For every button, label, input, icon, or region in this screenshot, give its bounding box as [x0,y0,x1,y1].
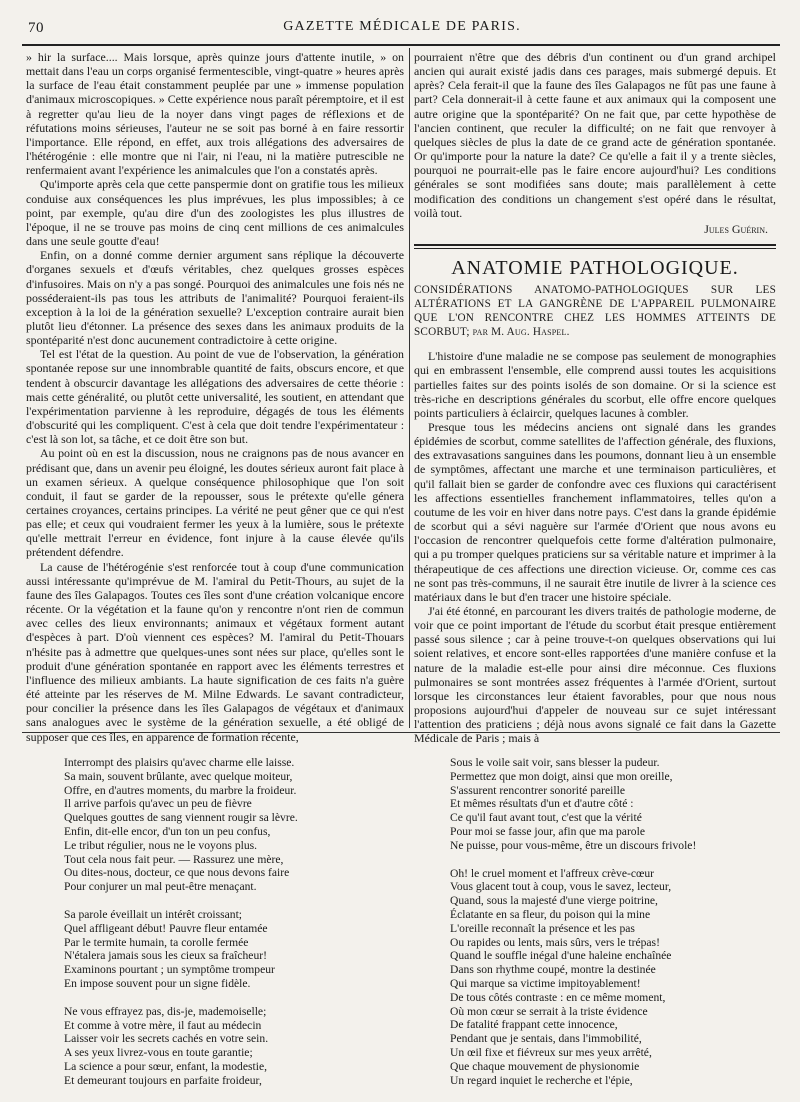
poem-line: De fatalité frappant cette innocence, [450,1018,618,1032]
poem-line: A ses yeux livrez-vous en toute garantie; [64,1046,253,1060]
left-paragraph-6: La cause de l'hétérogénie s'est renforcée tout à coup d'une communication aussi intéressante qu'imprévue de M. l'amiral du Petit-Thours, au sujet de la faune des îles Galapagos. Toutes ces îles sont d'une création volcanique encore récente. Or la végétation et la faune qu'on y rencontre n'ont rien de commun avec celles des lieux environnants; animaux et végétaux forment autant d'espèces à part. D'où viennent ces espèces? M. l'amiral du Petit-Thouars n'hésite pas à admettre que quelques-unes sont nées sur place, qu'elles sont le produit d'une génération spontanée en rapport avec les éléments terrestres et l'influence des milieux ambiants. La haute signification de ces faits n'a guère été atteinte par les réserves de M. Milne Edwards. Le savant contradicteur, pour concilier la présence dans les îles Galapagos de végétaux et d'animaux sans analogues avec le système de la génération sexuelle, a été obligé de supposer que ces îles, en apparence de formation récente, [26,559,404,744]
poem-line: Ne puisse, pour vous-même, être un discours frivole! [450,838,697,852]
poem-line: Examinons pourtant ; un symptôme trompeur [64,963,275,977]
author-signature: Jules Guérin. [704,221,768,236]
poem-line: Ce qu'il faut avant tout, c'est que la vérité [450,811,642,825]
poem-line: Quand, sous la majesté d'une vierge poitrine, [450,894,658,908]
poem-line: Ne vous effrayez pas, dis-je, mademoiselle; [64,1004,267,1018]
poem-stanza [450,867,696,1088]
header-rule [22,44,780,46]
feuilleton-rule [22,732,780,733]
poem-line: Éclatante en sa fleur, du poison qui la mine [450,907,651,921]
poem-line: Que chaque mouvement de physionomie [450,1059,640,1073]
article-title: CONSIDÉRATIONS ANATOMO-PATHOLOGIQUES SUR LES ALTÉRATIONS ET LA GANGRÈNE DE L'APPAREIL PULMONAIRE QUE L'ON RENCONTRE CHEZ LES HOMMES ATTEINTS DE SCORBUT; par M. Aug. Haspel. [414,284,776,339]
poem-line: La science a pour sœur, enfant, la modestie, [64,1059,267,1073]
poem-line: Interrompt des plaisirs qu'avec charme elle laisse. [64,756,295,769]
section-rule [414,244,776,246]
left-paragraph-3: Enfin, on a donné comme dernier argument sans réplique la découverte d'organes sexuels et d'œufs véritables, chez quelques grosses espèces d'infusoires. Mais on n'y a pas songé. Pourquoi des animalcules une fois nés ne posséderaient-ils pas tous les attributs de l'animalité? Pourquoi feraient-ils exception à la loi de la génération sexuelle? L'exception contraire aurait bien plutôt lieu d'étonner. La présence des sexes dans les animaux produits de la spontéparité n'est donc aucunement contradictoire à cette origine. [26,248,404,348]
poem-line: Un œil fixe et fiévreux sur mes yeux arrêté, [450,1045,652,1059]
left-paragraph-5: Au point où en est la discussion, nous ne craignons pas de nous avancer en prédisant que, dans un avenir peu éloigné, les doutes sérieux auront fait place à un examen sérieux. A quelque conséquence philosophique que l'on soit conduit, il faut se garder de la repousser, sous le prétexte qu'elle génera certaines croyances, certains principes. La vérité ne peut gêner que ce qui n'est pas elle; et ceux qui voudraient fermer les yeux à la lumière, sous le prétexte qu'elle mettrait l'erreur en évidence, font injure à la cause élevée qu'ils prétendent défendre. [26,446,404,560]
poem-line: Ou rapides ou lents, mais sûrs, vers le trépas! [450,935,660,949]
poem-line: Sa parole éveillait un intérêt croissant; [64,907,243,921]
running-header [22,18,782,38]
right-column [414,50,776,746]
poem-right-column [450,756,696,1101]
section-rule-thin [414,248,776,249]
right-continuation-paragraph: pourraient n'être que des débris d'un continent ou d'un grand archipel ancien qui aurait existé jadis dans ces parages, mais submergé depuis. Et après? Cela ferait-il que la faune des îles Galapagos ne fût pas une faune à part? Cela donnerait-il à cette faune et aux animaux qui la composent une autre origine que la spontéparité? On ne fait que, par cette hypothèse de l'ancien continent, que reculer la difficulté; on ne fait que renvoyer à quelques siècles de plus la date de ce grand acte de génération spontanée. Or qu'importe pour la nature la date? Ce qu'elle a fait il y a trente siècles, pourquoi ne pourrait-elle pas le faire encore aujourd'hui? Les conditions générales se sont modifiées sans doute; mais parallèlement à cette modification des conditions un changement s'est opéré dans le résultat, voilà tout. [414,50,776,220]
poem-line: Sa main, souvent brûlante, avec quelque moiteur, [64,769,293,783]
poem-line: Vous glacent tout à coup, vous le savez, lecteur, [450,880,672,894]
poem-line: Qui marque sa victime impitoyablement! [450,976,641,990]
poem-line: Quel affligeant début! Pauvre fleur entamée [64,921,268,935]
poem-stanza [64,908,298,991]
poem-line: Par le termite humain, ta corolle fermée [64,935,249,949]
poem-line: Et comme à votre mère, il faut au médecin [64,1018,262,1032]
poem-left-column [64,756,298,1102]
right-paragraph-3: J'ai été étonné, en parcourant les divers traités de pathologie moderne, de voir que ce point important de l'étude du scorbut était presque entièrement passé sous silence ; car à peine trouve-t-on quelques observations qui lui soient relatives, et encore sont-elles rapportées d'une manière confuse et la nature de la maladie est-elle pour ainsi dire méconnue. Ces fluxions pulmonaires se sont montrées assez fréquentes à l'armée d'Orient, surtout lorsque les circonstances leur étaient favorables, pour que nous nous proposions aujourd'hui d'appeler de nouveau sur ce sujet intéressant l'attention des praticiens ; déjà nous avons signalé ce fait dans la Gazette Médicale de Paris ; mais à [414,604,776,746]
right-paragraph-1: L'histoire d'une maladie ne se compose pas seulement de monographies qui en embrassent l'ensemble, elle comprend aussi toutes les acquisitions partielles faites sur des points isolés de son domaine. Or si la science est très-riche en descriptions générales du scorbut, elle offre encore quelques points particuliers à éclaircir, quelques lacunes à combler. [414,349,776,420]
poem-line: Pendant que je sentais, dans l'immobilité, [450,1032,642,1046]
poem-line: Un regard inquiet le recherche et l'épie, [450,1073,633,1087]
poem-line: Quelques gouttes de sang viennent rougir sa lèvre. [64,811,298,825]
poem-line: S'assurent rencontrer sonorité pareille [450,783,625,797]
poem-line: De tous côtés contraste : en ce même moment, [450,990,666,1004]
poem-line: Permettez que mon doigt, ainsi que mon oreille, [450,769,673,783]
poem-line: Sous le voile sait voir, sans blesser la pudeur. [450,756,660,769]
left-column [26,50,404,744]
poem-stanza [450,756,696,853]
poem-line: Dans son rhythme coupé, montre la destinée [450,963,656,977]
column-divider [409,48,410,728]
poem-line: Oh! le cruel moment et l'affreux crève-cœur [450,866,655,880]
right-paragraph-2: Presque tous les médecins anciens ont signalé dans les grandes épidémies de scorbut, comme satellites de l'affection générale, des fluxions, des extravasations sanguines dans les poumons, donnant lieu à un ensemble de symptômes, affectant une marche et une terminaison particulières, et qu'il fallait bien se garder de confondre avec ces fluxions qui caractérisent les affections essentielles franchement inflammatoires, telles qu'on a coutume de les voir en hiver dans notre pays. C'est dans la grande épidémie de scorbut qui a sévi naguère sur l'armée d'Orient que nous avons eu l'occasion de rencontrer quelquefois cette forme d'altération pulmonaire, qui a pu tromper quelques praticiens sur sa véritable nature et imprimer à la thérapeutique de ces affections une direction vicieuse. Or, comme ces cas ne sont pas très-communs, il ne saurait être inutile de livrer à la science ces matériaux dans le but d'en tracer une histoire spéciale. [414,419,776,604]
page-number: 70 [28,20,44,36]
poem-line: En impose souvent pour un signe fidèle. [64,976,251,990]
poem-line: Laisser voir les secrets cachés en votre sein. [64,1032,269,1046]
poem-line: Pour moi se fasse jour, afin que ma parole [450,824,645,838]
section-title: ANATOMIE PATHOLOGIQUE. [451,257,739,280]
poem-line: N'étalera jamais sous les cieux sa fraîcheur! [64,949,267,963]
poem-line: Et demeurant toujours en parfaite froideur, [64,1073,262,1087]
poem-stanza [64,756,298,894]
poem-line: Pour conjurer un mal peut-être menaçant. [64,880,257,894]
poem-line: Il arrive parfois qu'avec un peu de fièvre [64,797,252,811]
left-paragraph-2: Qu'importe après cela que cette panspermie dont on gratifie tous les milieux conduise aux conséquences les plus imprévues, les plus impossibles; à ce point, par exemple, qu'au dire d'un des zoologistes les plus illustres de l'époque, il ne se trouve pas moins de cinq cent millions de ces animalcules dans une seule goutte d'eau! [26,177,404,249]
poem-line: Et mêmes résultats d'un et d'autre côté : [450,797,634,811]
poem-line: Quand le souffle inégal d'une haleine enchaînée [450,949,672,963]
poem-line: L'oreille reconnaît la présence et les pas [450,921,635,935]
journal-title: GAZETTE MÉDICALE DE PARIS. [283,19,521,34]
left-paragraph-4: Tel est l'état de la question. Au point de vue de l'observation, la génération spontanée repose sur une innombrable quantité de faits, obscurs encore, et que tendent à obscurcir davantage les allégations des adversaires de cette théorie : mais cette généralité, ou plutôt cette universalité, les soutient, en attendant que l'expérimentation parvienne à les reproduire, dégagés de tous les éléments d'obscurité qui les compliquent. C'est à cela que doit tendre l'expérimentateur : c'est là son lot, sa tâche, et ce doit être son but. [26,347,404,447]
left-paragraph-1: » hir la surface.... Mais lorsque, après quinze jours d'attente inutile, » on mettait dans l'eau un corps organisé fermentescible, vingt-quatre » heures après la surface de l'eau était constamment peuplée par une » immense population d'animaux microscopiques. » Cette expérience nous paraît péremptoire, et il est à regretter qu'au lieu de la noyer dans vingt pages de réflexions et de réfutations moins sérieuses, l'auteur ne se soit pas borné à en faire ressortir l'importance. Elle répond, en effet, aux trois allégations des adversaires de l'hétérogénie : elle montre que ni l'air, ni l'eau, ni la matière putrescible ne renfermaient avant l'expérience les animalcules que l'on a constatés après. [26,50,404,178]
poem-line: Ou dites-nous, docteur, ce que nous devons faire [64,866,290,880]
poem-line: Le tribut régulier, nous ne le voyons plus. [64,838,258,852]
poem-line: Enfin, dit-elle encor, d'un ton un peu confus, [64,824,271,838]
poem-stanza [64,1005,298,1088]
poem-line: Où mon cœur se serrait à la triste évidence [450,1004,648,1018]
poem-line: Offre, en d'autres moments, du marbre la froideur. [64,783,297,797]
poem-line: Tout cela nous fait peur. — Rassurez une mère, [64,852,284,866]
